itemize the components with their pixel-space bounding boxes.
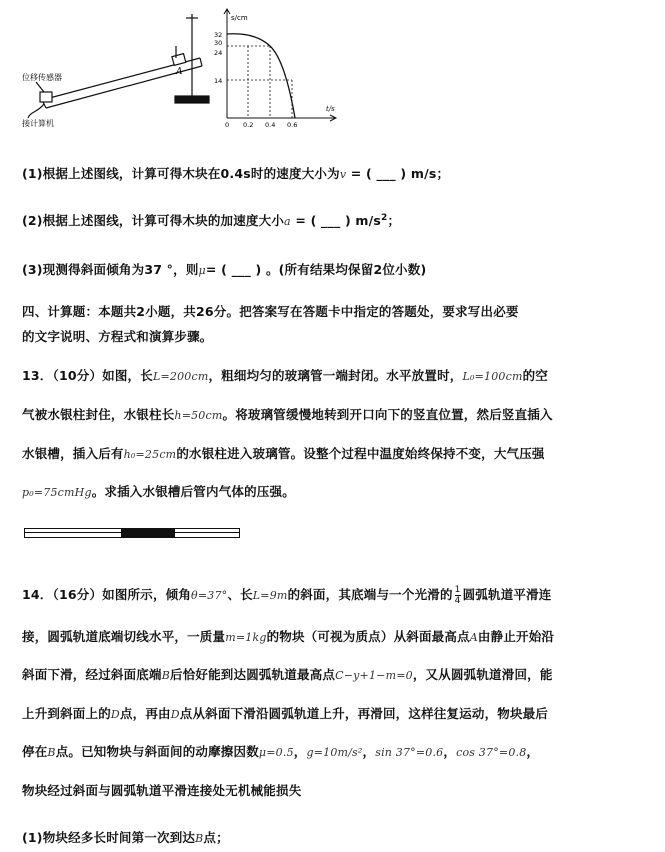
x-tick: 0.4 xyxy=(265,121,276,129)
x-tick: 0.6 xyxy=(287,121,298,129)
sensor-label: 位移传感器 xyxy=(22,73,62,82)
mercury-column xyxy=(121,529,175,537)
experiment-figure xyxy=(0,0,360,135)
y-tick: 24 xyxy=(214,49,223,57)
q12-part2: (2)根据上述图线，计算可得木块的加速度大小a = ( ___ ) $m/s^2$； xyxy=(22,212,401,228)
x-tick: 0 xyxy=(225,121,230,129)
quarter-fraction: $\frac{1}{4}$ xyxy=(454,585,461,606)
q14-line2: 接，圆弧轨道底端切线水平，一质量m=1kg的物块（可视为质点）从斜面最高点A由静止开始沿 xyxy=(22,629,555,644)
y-tick: 32 xyxy=(214,31,223,39)
computer-label: 接计算机 xyxy=(22,119,54,128)
section4-heading-line1: 四、计算题：本题共2小题，共26分。把答案写在答题卡中指定的答题处，要求写出必要 xyxy=(22,304,519,319)
section4-heading-line2: 的文字说明、方程式和演算步骤。 xyxy=(22,329,213,344)
q13-line3: 水银槽，插入后有h₀=25cm的水银柱进入玻璃管。设整个过程中温度始终保持不变，大气压强 xyxy=(22,446,545,461)
q12-part3: (3)现测得斜面倾角为37 °，则μ= ( ___ ) 。(所有结果均保留2位小数) xyxy=(22,262,427,277)
q13-line1: 13．（10分）如图，长L=200cm，粗细均匀的玻璃管一端封闭。水平放置时，L₀=100cm的空 xyxy=(22,368,549,383)
y-tick: 14 xyxy=(214,77,223,85)
block-label: A xyxy=(176,67,183,77)
x-tick: 0.2 xyxy=(243,121,254,129)
q14-line6: 物块经过斜面与圆弧轨道平滑连接处无机械能损失 xyxy=(22,783,302,798)
q13-line4: p₀=75cmHg。求插入水银槽后管内气体的压强。 xyxy=(22,484,295,499)
x-axis-label: t/s xyxy=(326,105,335,113)
q13-line2: 气被水银柱封住，水银柱长h=50cm。将玻璃管缓慢地转到开口向下的竖直位置，然后竖直插入 xyxy=(22,407,553,422)
q14-part1: (1)物块经多长时间第一次到达B点； xyxy=(22,830,229,845)
y-tick: 30 xyxy=(214,39,223,47)
st-graph xyxy=(224,9,336,121)
glass-tube-figure xyxy=(24,528,240,538)
q12-part1: (1)根据上述图线，计算可得木块在0.4s时的速度大小为v = ( ___ ) m/s； xyxy=(22,166,450,181)
q14-line3: 斜面下滑，经过斜面底端B后恰好能到达圆弧轨道最高点C−y+1−m=0，又从圆弧轨道滑回，能 xyxy=(22,667,553,682)
q14-line1: 14．（16分）如图所示，倾角θ=37°、长L=9m的斜面，其底端与一个光滑的 $\frac{1}{4}$ 圆弧轨道平滑连 xyxy=(22,585,552,606)
apparatus-diagram xyxy=(28,14,209,118)
q14-line5: 停在B点。已知物块与斜面间的动摩擦因数μ=0.5，g=10m/s²，sin 37°=0.6，cos 37°=0.8， xyxy=(22,744,540,759)
y-axis-label: s/cm xyxy=(231,14,248,22)
q14-line4: 上升到斜面上的D点，再由D点从斜面下滑沿圆弧轨道上升，再滑回，这样往复运动，物块最后 xyxy=(22,706,549,721)
